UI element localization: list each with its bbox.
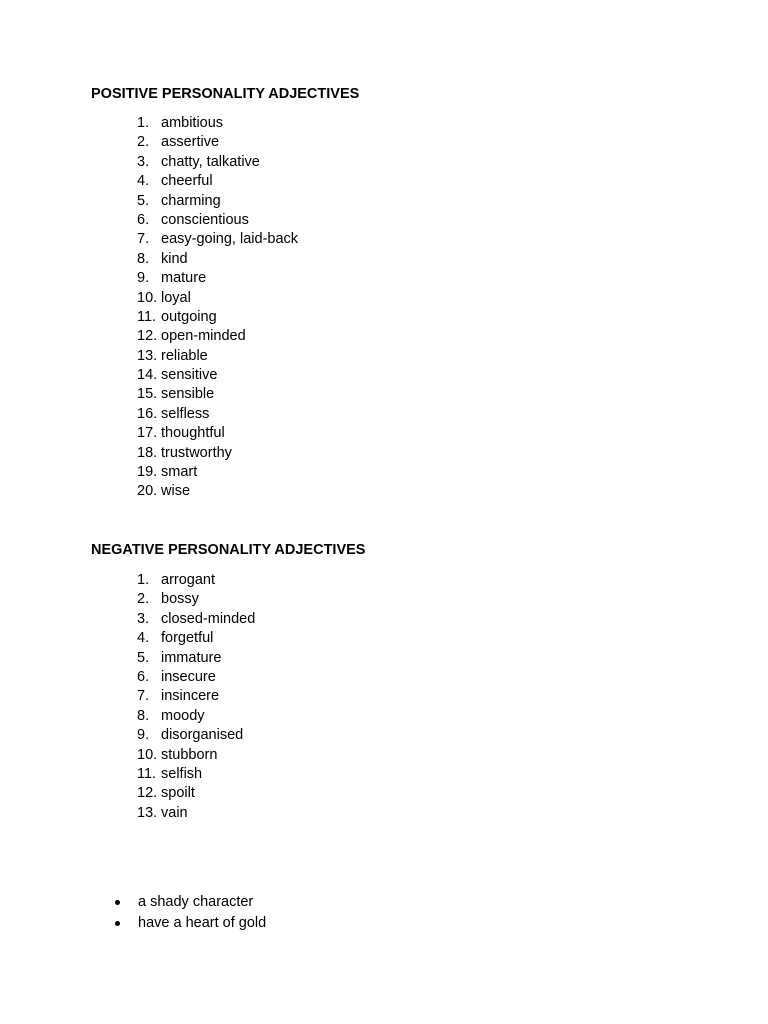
list-item-number: 2. [137, 591, 150, 608]
list-item-text: conscientious [161, 211, 249, 228]
list-item-text: forgetful [161, 630, 214, 647]
list-item-text: arrogant [161, 572, 216, 588]
list-item-text: loyal [161, 289, 191, 306]
list-item-text: spoilt [161, 785, 195, 802]
list-item-text: open-minded [161, 328, 246, 345]
list-item-text: stubborn [161, 746, 218, 763]
list-item-number: 5. [137, 649, 150, 666]
list-item-number: 6. [137, 668, 150, 685]
list-item-number: 9. [137, 270, 150, 287]
list-item-text: moody [161, 707, 205, 724]
list-item-number: 15. [137, 386, 158, 403]
list-item-number: 11. [137, 308, 157, 325]
list-item-text: smart [161, 464, 198, 481]
list-item-text: reliable [161, 347, 208, 364]
list-item-number: 6. [137, 211, 150, 228]
list-item-number: 8. [137, 707, 150, 724]
list-item-text: selfless [161, 405, 210, 422]
list-item-number: 4. [137, 173, 150, 190]
list-item-text: trustworthy [161, 444, 232, 461]
list-item-number: 19. [137, 464, 158, 481]
list-item-text: vain [161, 804, 188, 821]
list-item-number: 1. [137, 115, 150, 131]
list-item-number: 18. [137, 444, 158, 461]
list-item-text: sensitive [161, 367, 218, 384]
list-item-text: disorganised [161, 727, 244, 744]
list-item-number: 14. [137, 367, 158, 384]
list-item-text: closed-minded [161, 610, 256, 627]
bullet-item-text: a shady character [138, 894, 254, 910]
list-item-number: 1. [137, 572, 150, 588]
list-item-text: easy-going, laid-back [161, 231, 299, 248]
list-item-number: 4. [137, 630, 150, 647]
list-item-text: chatty, talkative [161, 153, 260, 170]
list-item-number: 5. [137, 192, 150, 209]
list-item-text: mature [161, 270, 207, 287]
list-item-number: 3. [137, 153, 150, 170]
list-item-number: 20. [137, 483, 158, 500]
list-item-text: thoughtful [161, 425, 225, 442]
list-item-number: 3. [137, 610, 150, 627]
bullet-dot-icon [115, 900, 120, 905]
list-item-text: cheerful [161, 173, 213, 190]
list-item-text: kind [161, 250, 188, 267]
negative-adjectives-heading: NEGATIVE PERSONALITY ADJECTIVES [91, 542, 366, 558]
list-item-text: wise [161, 483, 191, 500]
list-item-number: 11. [137, 765, 157, 782]
list-item-text: insincere [161, 688, 220, 705]
list-item-text: assertive [161, 134, 220, 151]
list-item-text: sensible [161, 386, 215, 403]
list-item-number: 10. [137, 746, 158, 763]
list-item-number: 7. [137, 688, 150, 705]
bullet-item-text: have a heart of gold [138, 915, 267, 931]
list-item-number: 2. [137, 134, 150, 151]
positive-adjectives-heading: POSITIVE PERSONALITY ADJECTIVES [91, 86, 360, 102]
list-item-text: outgoing [161, 308, 217, 325]
list-item-number: 7. [137, 231, 150, 248]
list-item-number: 10. [137, 289, 158, 306]
list-item-number: 12. [137, 785, 158, 802]
list-item-number: 16. [137, 405, 158, 422]
list-item-text: ambitious [161, 115, 224, 131]
list-item-number: 13. [137, 347, 158, 364]
list-item-text: charming [161, 192, 221, 209]
list-item-text: bossy [161, 591, 199, 608]
list-item-text: insecure [161, 668, 216, 685]
list-item-number: 17. [137, 425, 158, 442]
list-item-number: 12. [137, 328, 158, 345]
list-item-number: 9. [137, 727, 150, 744]
bullet-dot-icon [115, 921, 120, 926]
list-item-number: 8. [137, 250, 150, 267]
list-item-text: selfish [161, 765, 203, 782]
list-item-text: immature [161, 649, 222, 666]
list-item-number: 13. [137, 804, 158, 821]
